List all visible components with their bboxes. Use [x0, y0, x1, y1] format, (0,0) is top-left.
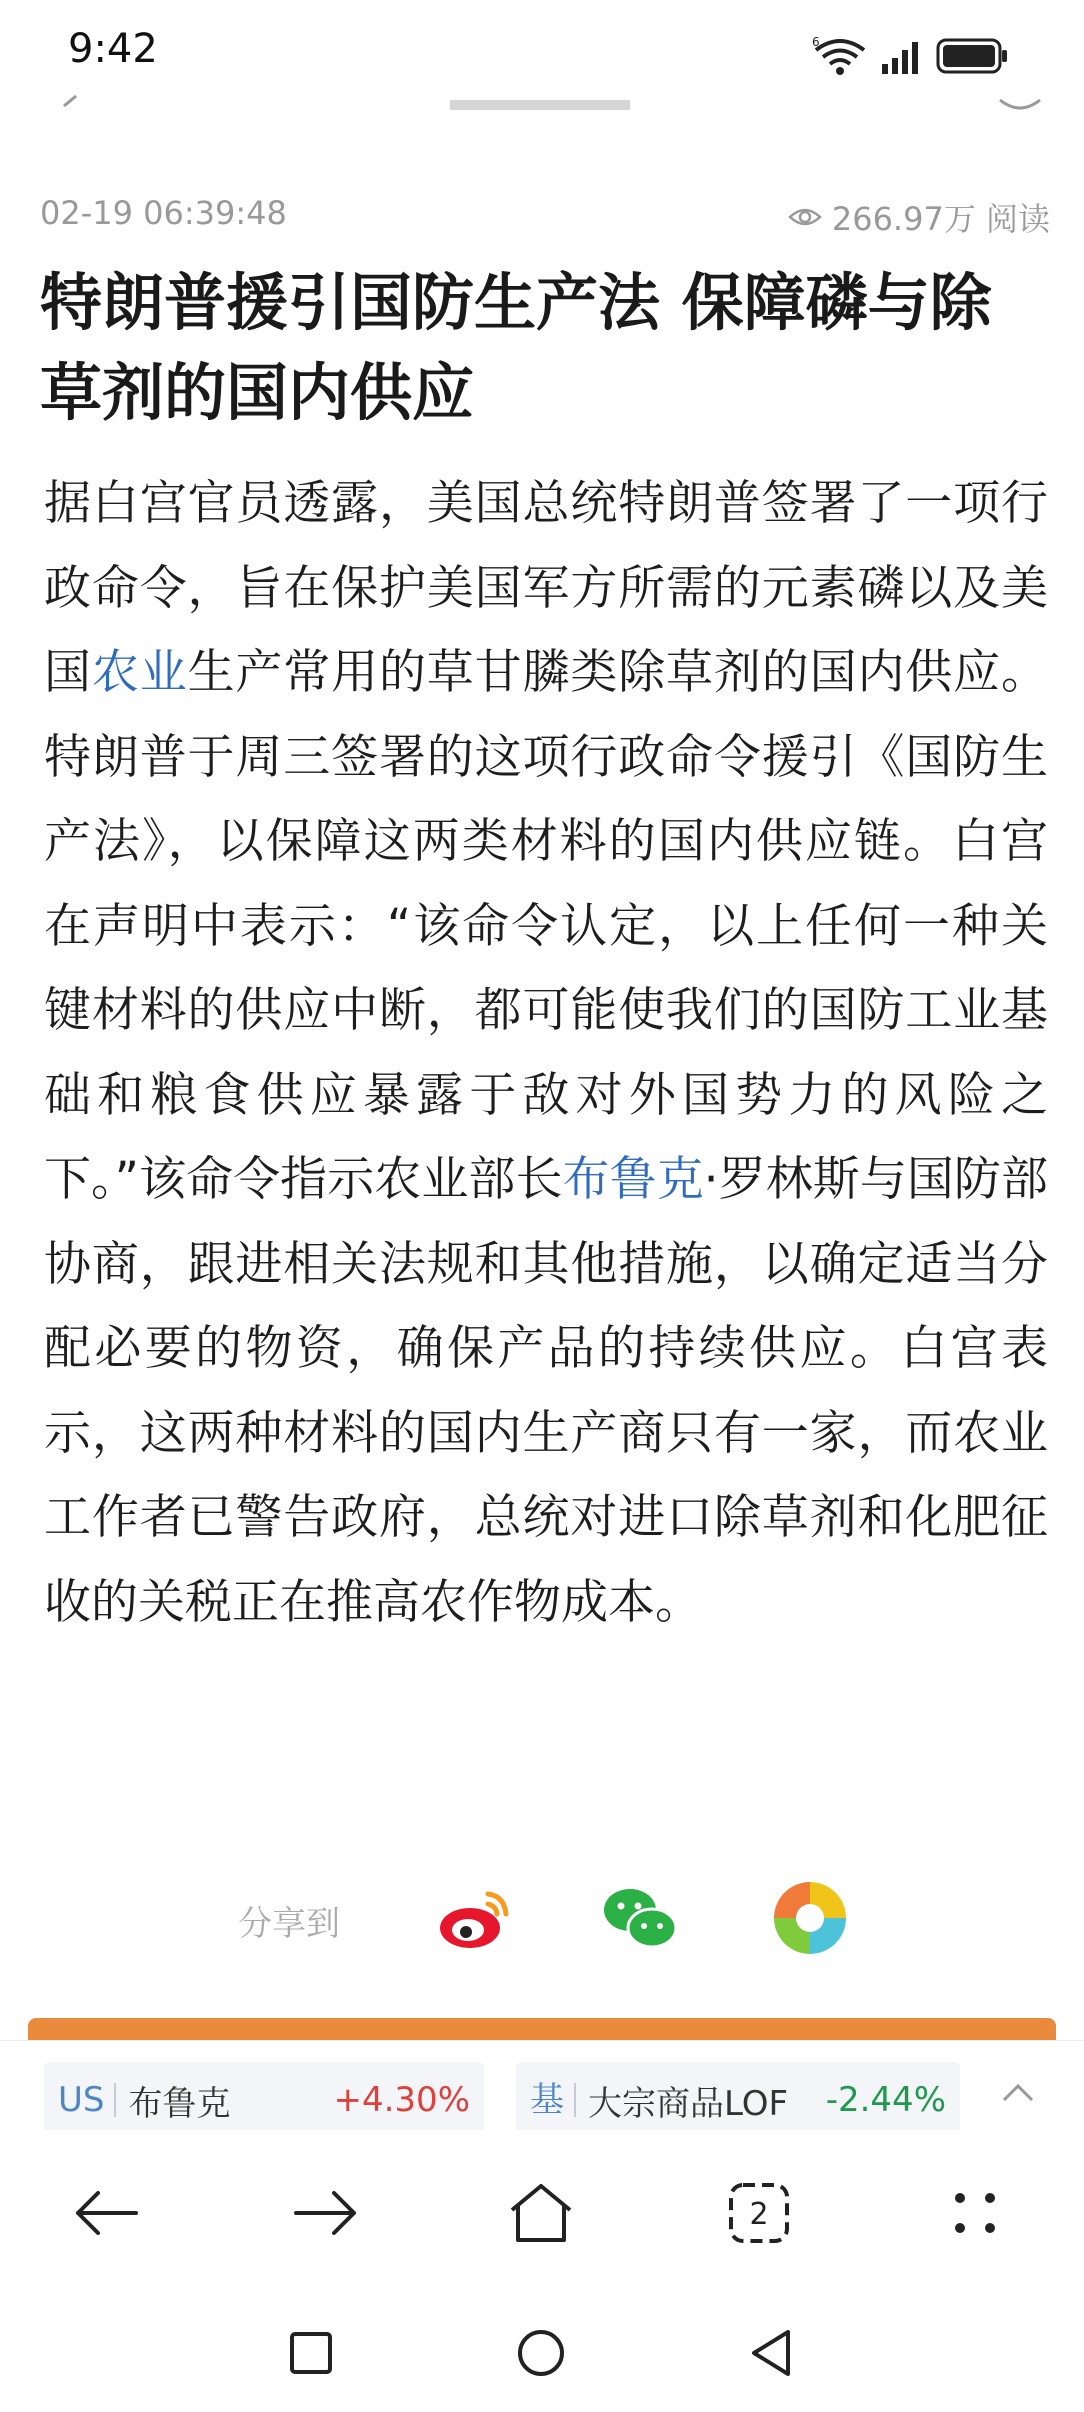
wifi-icon [812, 36, 868, 76]
body-text: 生产常用的草甘膦类除草剂的国内供应。特朗普于周三签署的这项行政命令援引《国防生产法》，以保障这两类材料的国内供应链。白宫在声明中表示：“该命令认定，以上任何一种关键材料的供应中断，都可能使我们的国防工业基础和粮食供应暴露于敌对外国势力的风险之下。”该命令指示农业部长 [44, 645, 1049, 1207]
system-back-button[interactable] [736, 2318, 806, 2388]
system-home-button[interactable] [506, 2318, 576, 2388]
square-icon [288, 2330, 334, 2376]
eye-icon [788, 205, 822, 229]
moments-icon [774, 1882, 846, 1954]
share-label: 分享到 [238, 1904, 340, 1944]
back-button[interactable] [62, 2168, 152, 2258]
back-arrow-icon [72, 2188, 142, 2238]
recents-button[interactable] [276, 2318, 346, 2388]
battery-icon [936, 36, 1010, 76]
brooke-stock-link[interactable]: 布鲁克 [562, 1152, 704, 1207]
ticker-item[interactable] [44, 2062, 484, 2138]
market-tag: 基 [516, 2083, 576, 2117]
ticker-item[interactable] [516, 2062, 960, 2138]
agriculture-link[interactable]: 农业 [91, 645, 188, 700]
tabs-icon [727, 2181, 791, 2245]
signal-icon [880, 36, 924, 76]
ticker-change: -2.44% [825, 2080, 946, 2120]
article-title: 特朗普援引国防生产法 保障磷与除草剂的国内供应 [40, 266, 992, 429]
wifi-generation-label: 6 [812, 36, 820, 49]
moments-share-button[interactable] [768, 1876, 852, 1960]
view-count [788, 194, 1050, 240]
chevron-up-icon[interactable] [998, 2078, 1038, 2108]
promo-banner[interactable] [28, 2018, 1056, 2042]
article-body [44, 462, 1048, 1645]
body-text: 据白宫官员透露，美国总统特朗普签署了一项行政命令，旨在保护美国军方所需的元素磷以及美国 [44, 476, 1048, 700]
menu-dots-icon [950, 2188, 1000, 2238]
market-tag: US [44, 2083, 116, 2117]
tabs-count: 2 [749, 2197, 769, 2232]
ticker-name: 大宗商品LOF [588, 2083, 789, 2124]
forward-arrow-icon [290, 2188, 360, 2238]
ticker-change: +4.30% [333, 2080, 470, 2120]
home-button[interactable] [496, 2168, 586, 2258]
article-date: 02-19 06:39:48 [40, 194, 287, 232]
menu-button[interactable] [930, 2168, 1020, 2258]
ticker-name: 布鲁克 [128, 2083, 231, 2124]
collapsed-header-remnant [0, 86, 1084, 116]
forward-button[interactable] [280, 2168, 370, 2258]
weibo-share-button[interactable] [432, 1876, 516, 1960]
weibo-icon [440, 1894, 506, 1948]
wechat-icon [604, 1889, 676, 1947]
view-count-label: 266.97万 阅读 [831, 200, 1050, 238]
home-icon [506, 2180, 576, 2246]
tabs-button[interactable] [714, 2168, 804, 2258]
circle-icon [516, 2328, 566, 2378]
body-text: ·罗林斯与国防部协商，跟进相关法规和其他措施，以确定适当分配必要的物资，确保产品的持续供应。白宫表示，这两种材料的国内生产商只有一家，而农业工作者已警告政府，总统对进口除草剂和化肥征收的关税正在推高农作物成本。 [44, 1152, 1048, 1630]
status-time: 9:42 [68, 26, 158, 72]
wechat-share-button[interactable] [598, 1876, 682, 1960]
triangle-back-icon [748, 2328, 794, 2378]
